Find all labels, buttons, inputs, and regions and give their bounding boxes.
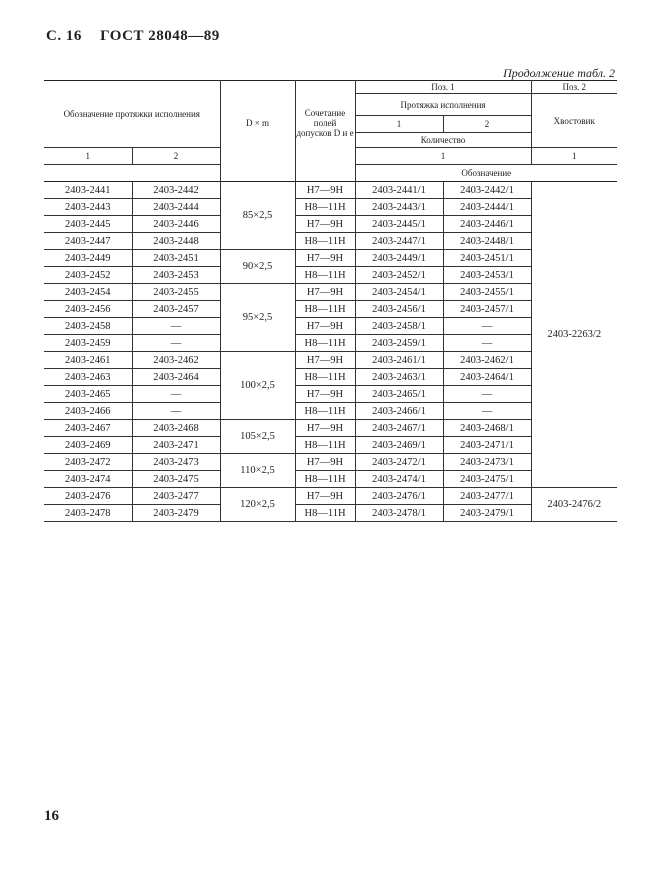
designation-1: 2403-2466 bbox=[44, 403, 132, 420]
tolerance: H8—11H bbox=[295, 301, 355, 318]
pos1-broach-2: 2403-2468/1 bbox=[443, 420, 531, 437]
pos1-broach-2: 2403-2475/1 bbox=[443, 471, 531, 488]
table-row bbox=[44, 488, 617, 505]
dm-value: 90×2,5 bbox=[220, 250, 295, 284]
tolerance: H7—9H bbox=[295, 182, 355, 199]
dm-value: 85×2,5 bbox=[220, 182, 295, 250]
standard-number: ГОСТ 28048—89 bbox=[100, 28, 220, 44]
shank-designation: 2403-2476/2 bbox=[531, 488, 617, 522]
tolerance: H7—9H bbox=[295, 250, 355, 267]
dm-value: 100×2,5 bbox=[220, 352, 295, 420]
tolerance: H8—11H bbox=[295, 505, 355, 522]
designation-2: 2403-2446 bbox=[132, 216, 220, 233]
header-broach: Протяжка исполнения bbox=[355, 94, 531, 116]
tolerance: H8—11H bbox=[295, 199, 355, 216]
tolerance: H7—9H bbox=[295, 488, 355, 505]
pos1-broach-1: 2403-2445/1 bbox=[355, 216, 443, 233]
designation-2: — bbox=[132, 335, 220, 352]
designation-1: 2403-2449 bbox=[44, 250, 132, 267]
pos1-broach-1: 2403-2461/1 bbox=[355, 352, 443, 369]
designation-1: 2403-2478 bbox=[44, 505, 132, 522]
tolerance: H8—11H bbox=[295, 369, 355, 386]
designation-1: 2403-2469 bbox=[44, 437, 132, 454]
designation-1: 2403-2461 bbox=[44, 352, 132, 369]
designation-2: 2403-2457 bbox=[132, 301, 220, 318]
designation-1: 2403-2443 bbox=[44, 199, 132, 216]
pos1-broach-2: 2403-2451/1 bbox=[443, 250, 531, 267]
header-col-2: 2 bbox=[132, 148, 220, 165]
designation-2: 2403-2455 bbox=[132, 284, 220, 301]
pos1-broach-1: 2403-2467/1 bbox=[355, 420, 443, 437]
header-dxm: D × m bbox=[220, 81, 295, 165]
pos1-broach-2: 2403-2473/1 bbox=[443, 454, 531, 471]
pos1-broach-1: 2403-2474/1 bbox=[355, 471, 443, 488]
dm-value: 105×2,5 bbox=[220, 420, 295, 454]
spec-table bbox=[44, 80, 617, 522]
pos1-broach-2: 2403-2462/1 bbox=[443, 352, 531, 369]
tolerance: H8—11H bbox=[295, 403, 355, 420]
designation-2: 2403-2475 bbox=[132, 471, 220, 488]
header-pos2: Поз. 2 bbox=[531, 81, 617, 94]
header-shank: Хвостовик bbox=[553, 115, 595, 126]
pos1-broach-2: 2403-2477/1 bbox=[443, 488, 531, 505]
header-designation: Обозначение протяжки исполнения bbox=[44, 81, 220, 148]
designation-2: 2403-2471 bbox=[132, 437, 220, 454]
page-label: С. 16 bbox=[46, 28, 82, 44]
tolerance: H7—9H bbox=[295, 386, 355, 403]
pos1-broach-1: 2403-2441/1 bbox=[355, 182, 443, 199]
pos1-broach-2: 2403-2453/1 bbox=[443, 267, 531, 284]
designation-1: 2403-2474 bbox=[44, 471, 132, 488]
designation-2: 2403-2473 bbox=[132, 454, 220, 471]
pos1-broach-1: 2403-2443/1 bbox=[355, 199, 443, 216]
header-broach-2: 2 bbox=[443, 116, 531, 133]
pos1-broach-2: 2403-2471/1 bbox=[443, 437, 531, 454]
pos1-broach-1: 2403-2454/1 bbox=[355, 284, 443, 301]
designation-1: 2403-2452 bbox=[44, 267, 132, 284]
header-designation-short: Обозначение bbox=[355, 165, 617, 182]
designation-2: 2403-2444 bbox=[132, 199, 220, 216]
header-pos1: Поз. 1 bbox=[355, 81, 531, 94]
header-qty-shank: 1 bbox=[531, 148, 617, 165]
header-col-1: 1 bbox=[44, 148, 132, 165]
pos1-broach-1: 2403-2452/1 bbox=[355, 267, 443, 284]
designation-1: 2403-2476 bbox=[44, 488, 132, 505]
pos1-broach-2: 2403-2464/1 bbox=[443, 369, 531, 386]
header-qty-1: 1 bbox=[355, 148, 531, 165]
designation-2: 2403-2468 bbox=[132, 420, 220, 437]
tolerance: H8—11H bbox=[295, 437, 355, 454]
header-quantity: Количество bbox=[355, 133, 531, 148]
pos1-broach-2: 2403-2455/1 bbox=[443, 284, 531, 301]
designation-1: 2403-2441 bbox=[44, 182, 132, 199]
pos1-broach-1: 2403-2478/1 bbox=[355, 505, 443, 522]
tolerance: H7—9H bbox=[295, 318, 355, 335]
designation-1: 2403-2458 bbox=[44, 318, 132, 335]
designation-2: 2403-2448 bbox=[132, 233, 220, 250]
pos1-broach-2: 2403-2446/1 bbox=[443, 216, 531, 233]
designation-1: 2403-2456 bbox=[44, 301, 132, 318]
tolerance: H7—9H bbox=[295, 284, 355, 301]
pos1-broach-1: 2403-2476/1 bbox=[355, 488, 443, 505]
designation-2: 2403-2442 bbox=[132, 182, 220, 199]
pos1-broach-2: — bbox=[443, 403, 531, 420]
pos1-broach-1: 2403-2456/1 bbox=[355, 301, 443, 318]
pos1-broach-1: 2403-2449/1 bbox=[355, 250, 443, 267]
header-tolerance: Сочетание полей допусков D и e bbox=[295, 81, 355, 165]
table-continuation: Продолжение табл. 2 bbox=[503, 66, 615, 80]
pos1-broach-2: 2403-2479/1 bbox=[443, 505, 531, 522]
tolerance: H8—11H bbox=[295, 267, 355, 284]
designation-2: 2403-2453 bbox=[132, 267, 220, 284]
pos1-broach-2: 2403-2457/1 bbox=[443, 301, 531, 318]
page-number: 16 bbox=[44, 808, 59, 824]
designation-2: 2403-2479 bbox=[132, 505, 220, 522]
designation-1: 2403-2465 bbox=[44, 386, 132, 403]
tolerance: H7—9H bbox=[295, 420, 355, 437]
pos1-broach-1: 2403-2469/1 bbox=[355, 437, 443, 454]
tolerance: H8—11H bbox=[295, 335, 355, 352]
designation-1: 2403-2447 bbox=[44, 233, 132, 250]
pos1-broach-2: — bbox=[443, 335, 531, 352]
designation-1: 2403-2445 bbox=[44, 216, 132, 233]
designation-1: 2403-2467 bbox=[44, 420, 132, 437]
designation-2: — bbox=[132, 403, 220, 420]
header-broach-1: 1 bbox=[355, 116, 443, 133]
pos1-broach-1: 2403-2447/1 bbox=[355, 233, 443, 250]
tolerance: H8—11H bbox=[295, 471, 355, 488]
designation-1: 2403-2463 bbox=[44, 369, 132, 386]
tolerance: H7—9H bbox=[295, 352, 355, 369]
tolerance: H8—11H bbox=[295, 233, 355, 250]
designation-1: 2403-2454 bbox=[44, 284, 132, 301]
designation-2: 2403-2462 bbox=[132, 352, 220, 369]
tolerance: H7—9H bbox=[295, 454, 355, 471]
pos1-broach-1: 2403-2472/1 bbox=[355, 454, 443, 471]
pos1-broach-2: 2403-2448/1 bbox=[443, 233, 531, 250]
designation-2: 2403-2451 bbox=[132, 250, 220, 267]
pos1-broach-2: 2403-2444/1 bbox=[443, 199, 531, 216]
designation-2: 2403-2464 bbox=[132, 369, 220, 386]
pos1-broach-2: 2403-2442/1 bbox=[443, 182, 531, 199]
pos1-broach-1: 2403-2466/1 bbox=[355, 403, 443, 420]
designation-1: 2403-2459 bbox=[44, 335, 132, 352]
dm-value: 120×2,5 bbox=[220, 488, 295, 522]
pos1-broach-2: — bbox=[443, 386, 531, 403]
dm-value: 95×2,5 bbox=[220, 284, 295, 352]
designation-2: — bbox=[132, 386, 220, 403]
pos1-broach-2: — bbox=[443, 318, 531, 335]
designation-1: 2403-2472 bbox=[44, 454, 132, 471]
pos1-broach-1: 2403-2465/1 bbox=[355, 386, 443, 403]
tolerance: H7—9H bbox=[295, 216, 355, 233]
dm-value: 110×2,5 bbox=[220, 454, 295, 488]
pos1-broach-1: 2403-2463/1 bbox=[355, 369, 443, 386]
pos1-broach-1: 2403-2458/1 bbox=[355, 318, 443, 335]
designation-2: — bbox=[132, 318, 220, 335]
table-row bbox=[44, 182, 617, 199]
designation-2: 2403-2477 bbox=[132, 488, 220, 505]
shank-designation: 2403-2263/2 bbox=[531, 182, 617, 488]
page-header bbox=[46, 28, 234, 45]
pos1-broach-1: 2403-2459/1 bbox=[355, 335, 443, 352]
